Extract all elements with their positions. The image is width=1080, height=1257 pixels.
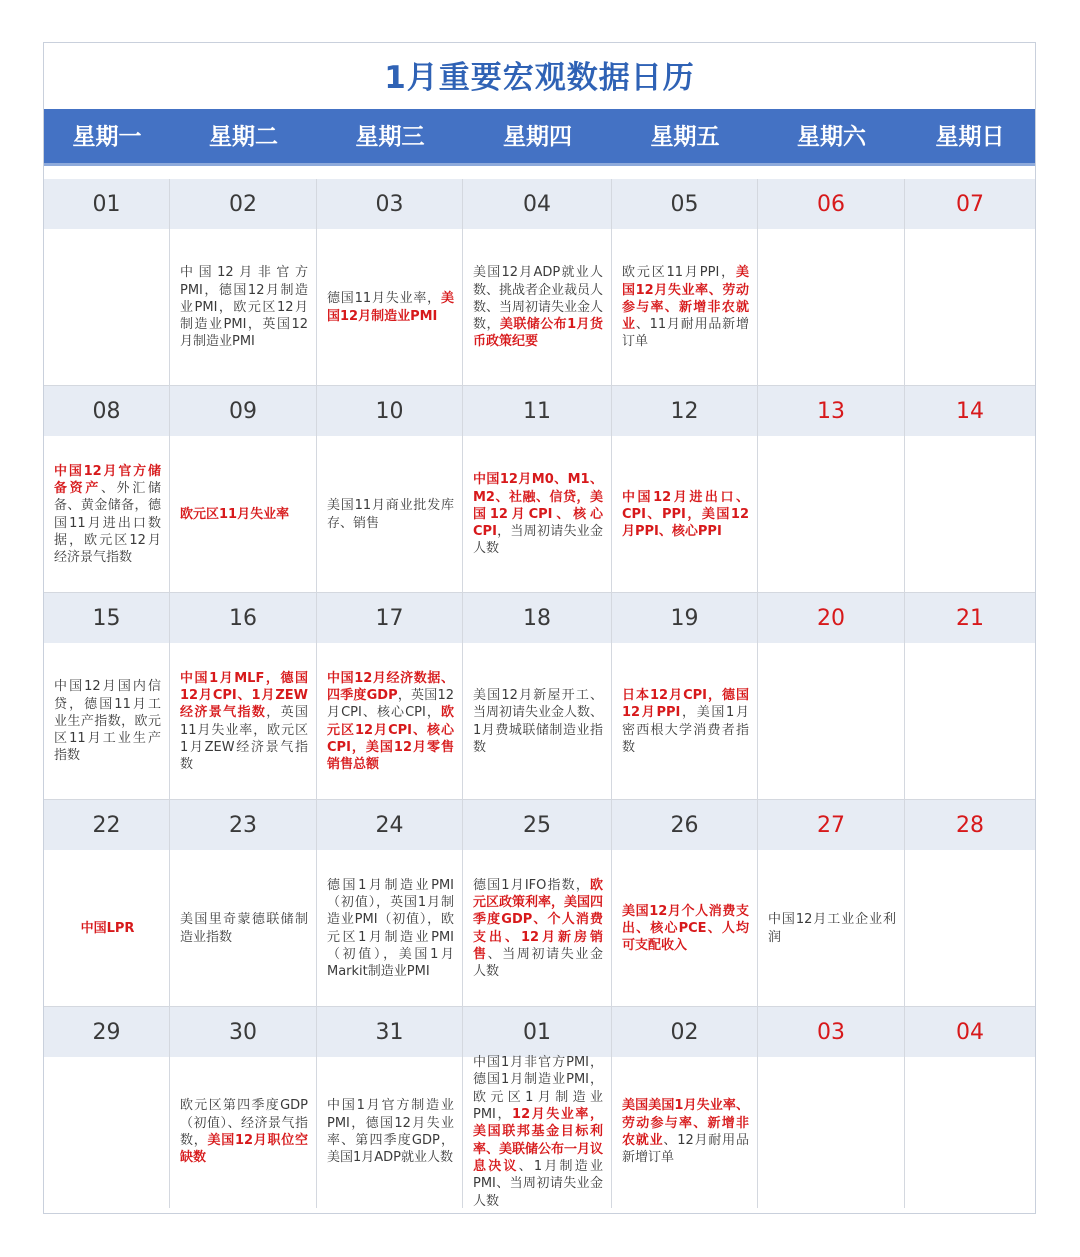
calendar-title: 1月重要宏观数据日历 — [384, 60, 695, 96]
event-item: ，美国1月密西根大学消费者指数 — [622, 705, 749, 755]
event-highlight: 美国12月制造业PMI — [327, 291, 454, 324]
day-events — [612, 436, 757, 593]
day-cell — [612, 386, 758, 592]
event-item: 德国1月制造业PMI（初值），英国1月制造业PMI（初值），欧元区1月制造业PMI（初值），美国1月Markit制造业PMI — [327, 877, 454, 980]
day-events — [170, 229, 316, 386]
day-number: 12 — [612, 386, 757, 436]
event-item: 中国1月官方制造业PMI，德国12月失业率、第四季度GDP，美国1月ADP就业人数 — [327, 1098, 454, 1166]
day-cell — [758, 179, 905, 385]
event-item: 美国里奇蒙德联储制造业指数 — [180, 912, 308, 945]
day-events — [758, 850, 904, 1007]
day-number: 23 — [170, 800, 316, 850]
day-number: 13 — [758, 386, 904, 436]
event-item: 中国12月国内信贷，德国11月工业生产指数，欧元区11月工业生产指数 — [54, 679, 161, 764]
day-number: 06 — [758, 179, 904, 229]
day-events — [317, 229, 462, 386]
event-item: 、11月耐用品新增订单 — [622, 317, 749, 350]
event-highlight: 欧元区12月CPI、核心CPI，美国12月零售销售总额 — [327, 705, 454, 773]
day-cell — [758, 593, 905, 799]
event-text — [473, 264, 603, 350]
event-item: 中国12月非官方PMI，德国12月制造业PMI，欧元区12月制造业PMI，英国12月制造业PMI — [180, 265, 308, 350]
day-cell — [905, 800, 1035, 1006]
day-events — [44, 1057, 169, 1207]
weekday-label: 星期五 — [650, 124, 720, 150]
event-text — [180, 1097, 308, 1166]
event-text — [768, 911, 896, 946]
event-text — [180, 911, 308, 946]
day-number: 03 — [317, 179, 462, 229]
event-item: 德国1月IFO指数， — [473, 877, 590, 893]
day-events — [612, 850, 757, 1007]
day-cell — [44, 1007, 170, 1208]
event-item: 、12月耐用品新增订单 — [622, 1133, 749, 1166]
event-highlight: 12月失业率，美国联邦基金目标利率、美联储公布一月议息决议 — [473, 1107, 604, 1174]
day-number: 08 — [44, 386, 169, 436]
weekday-divider — [44, 163, 1035, 166]
day-number: 21 — [905, 593, 1035, 643]
event-item: 、当周初请失业金人数 — [473, 946, 603, 980]
week-row — [44, 179, 1035, 386]
day-number: 19 — [612, 593, 757, 643]
day-events — [905, 643, 1035, 800]
day-number: 02 — [612, 1007, 757, 1057]
day-number: 14 — [905, 386, 1035, 436]
event-highlight: 中国12月进出口、CPI、PPI，美国12月PPI、核心PPI — [622, 489, 749, 540]
day-events — [905, 229, 1035, 386]
day-cell — [44, 179, 170, 385]
day-events — [170, 1057, 316, 1207]
day-cell — [170, 800, 317, 1006]
day-number: 03 — [758, 1007, 904, 1057]
day-number: 24 — [317, 800, 462, 850]
day-cell — [905, 179, 1035, 385]
day-events — [463, 229, 611, 386]
event-text — [473, 1054, 603, 1210]
event-text — [327, 1097, 454, 1166]
day-number: 15 — [44, 593, 169, 643]
day-cell — [463, 179, 612, 385]
event-text — [622, 264, 749, 350]
day-cell — [612, 179, 758, 385]
day-events — [463, 1057, 611, 1207]
event-text — [180, 670, 308, 774]
day-events — [463, 850, 611, 1007]
day-number: 31 — [317, 1007, 462, 1057]
day-events — [758, 643, 904, 800]
event-text — [473, 471, 603, 557]
day-cell — [44, 386, 170, 592]
day-cell — [170, 1007, 317, 1208]
day-number: 25 — [463, 800, 611, 850]
day-events — [905, 436, 1035, 593]
event-text — [180, 506, 308, 523]
day-cell — [317, 179, 463, 385]
event-text — [622, 1097, 749, 1166]
day-number: 28 — [905, 800, 1035, 850]
event-highlight: 中国12月M0、M1、M2、社融、信贷，美国12月CPI、核心CPI — [473, 472, 603, 540]
event-highlight: 欧元区政策利率，美国四季度GDP、个人消费支出、12月新房销售 — [473, 877, 604, 962]
event-text — [473, 687, 603, 756]
day-events — [317, 643, 462, 800]
day-events — [612, 643, 757, 800]
day-cell — [905, 386, 1035, 592]
event-highlight: 美联储公布1月货币政策纪要 — [473, 317, 603, 350]
day-cell — [463, 593, 612, 799]
day-events — [44, 850, 169, 1007]
day-cell — [317, 386, 463, 592]
day-cell — [463, 386, 612, 592]
weekday-label: 星期二 — [209, 124, 278, 150]
day-events — [317, 850, 462, 1007]
day-number: 09 — [170, 386, 316, 436]
day-number: 11 — [463, 386, 611, 436]
day-number: 26 — [612, 800, 757, 850]
day-cell — [317, 1007, 463, 1208]
day-cell — [758, 386, 905, 592]
week-row — [44, 1007, 1035, 1208]
event-text — [54, 463, 161, 567]
day-number: 10 — [317, 386, 462, 436]
day-number: 07 — [905, 179, 1035, 229]
event-text — [180, 264, 308, 350]
event-item: 、1月制造业PMI、当周初请失业金人数 — [473, 1158, 603, 1209]
day-cell — [905, 593, 1035, 799]
day-events — [44, 643, 169, 800]
weekday-label: 星期六 — [797, 124, 866, 150]
day-cell — [758, 1007, 905, 1208]
day-events — [905, 1057, 1035, 1207]
event-text — [622, 903, 749, 955]
day-number: 30 — [170, 1007, 316, 1057]
weekday-label: 星期四 — [503, 124, 572, 150]
event-highlight: 日本12月CPI，德国12月PPI — [622, 687, 749, 721]
day-events — [317, 436, 462, 593]
event-highlight: 中国LPR — [80, 920, 135, 936]
day-events — [463, 436, 611, 593]
day-cell — [44, 800, 170, 1006]
day-number: 04 — [905, 1007, 1035, 1057]
event-item: 美国12月新屋开工、当周初请失业金人数、1月费城联储制造业指数 — [473, 687, 604, 755]
day-events — [612, 1057, 757, 1207]
event-item: 欧元区第四季度GDP（初值）、经济景气指数， — [180, 1098, 308, 1148]
event-item: 中国1月非官方PMI，德国1月制造业PMI，欧元区1月制造业PMI， — [473, 1055, 603, 1123]
day-cell — [317, 800, 463, 1006]
day-number: 04 — [463, 179, 611, 229]
event-text — [327, 670, 454, 774]
day-number: 02 — [170, 179, 316, 229]
event-highlight: 美国12月职位空缺数 — [180, 1133, 308, 1166]
calendar-frame — [43, 42, 1036, 1214]
weekday-label: 星期日 — [935, 124, 1005, 150]
day-events — [905, 850, 1035, 1007]
day-events — [170, 436, 316, 593]
event-text — [54, 920, 161, 937]
day-number: 05 — [612, 179, 757, 229]
event-text — [327, 497, 454, 532]
weekday-header — [44, 109, 1035, 163]
event-highlight: 中国1月MLF，德国12月CPI、1月ZEW经济景气指数 — [180, 670, 308, 721]
day-number: 17 — [317, 593, 462, 643]
day-number: 20 — [758, 593, 904, 643]
event-text — [327, 877, 454, 981]
day-cell — [317, 593, 463, 799]
week-row — [44, 800, 1035, 1007]
event-item: 中国12月工业企业利润 — [768, 912, 896, 945]
event-highlight: 中国12月官方储备资产 — [54, 463, 161, 496]
day-cell — [612, 593, 758, 799]
event-highlight: 中国12月经济数据、四季度GDP — [327, 670, 454, 703]
day-number: 18 — [463, 593, 611, 643]
event-item: 欧元区11月PPI， — [622, 265, 736, 281]
calendar-grid — [44, 179, 1035, 1208]
event-item: 德国11月失业率， — [327, 291, 441, 307]
event-item: 美国12月ADP就业人数、挑战者企业裁员人数、当周初请失业金人数， — [473, 265, 604, 333]
day-events — [170, 643, 316, 800]
day-events — [44, 436, 169, 593]
event-item: ，英国12月CPI、核心CPI， — [327, 687, 454, 721]
day-cell — [170, 593, 317, 799]
event-item: 美国11月商业批发库存、销售 — [327, 498, 454, 531]
day-events — [44, 229, 169, 386]
day-cell — [612, 1007, 758, 1208]
day-events — [758, 436, 904, 593]
day-cell — [463, 1007, 612, 1208]
day-cell — [463, 800, 612, 1006]
day-events — [612, 229, 757, 386]
event-text — [622, 687, 749, 756]
event-text — [327, 290, 454, 325]
event-item: ，当周初请失业金人数 — [473, 524, 603, 557]
day-cell — [612, 800, 758, 1006]
event-highlight: 美国美国1月失业率、劳动参与率、新增非农就业 — [622, 1098, 749, 1148]
day-cell — [44, 593, 170, 799]
event-highlight: 美国12月个人消费支出、核心PCE、人均可支配收入 — [622, 903, 749, 954]
day-events — [170, 850, 316, 1007]
day-cell — [170, 179, 317, 385]
day-number: 01 — [44, 179, 169, 229]
day-events — [758, 1057, 904, 1207]
event-item: 、外汇储备、黄金储备，德国11月进出口数据，欧元区12月经济景气指数 — [54, 480, 161, 566]
event-text — [473, 877, 603, 981]
week-row — [44, 593, 1035, 800]
day-cell — [170, 386, 317, 592]
day-number: 22 — [44, 800, 169, 850]
event-highlight: 欧元区11月失业率 — [180, 506, 290, 522]
event-text — [54, 678, 161, 764]
day-number: 29 — [44, 1007, 169, 1057]
day-number: 16 — [170, 593, 316, 643]
weekday-label: 星期三 — [355, 124, 425, 150]
weekday-label: 星期一 — [72, 124, 142, 150]
day-cell — [758, 800, 905, 1006]
day-events — [317, 1057, 462, 1207]
day-events — [463, 643, 611, 800]
event-highlight: 美国12月失业率、劳动参与率、新增非农就业 — [622, 265, 749, 333]
event-text — [622, 489, 749, 541]
day-number: 27 — [758, 800, 904, 850]
day-events — [758, 229, 904, 386]
event-item: ，英国11月失业率，欧元区1月ZEW经济景气指数 — [180, 705, 308, 773]
day-number: 01 — [463, 1007, 611, 1057]
week-row — [44, 386, 1035, 593]
day-cell — [905, 1007, 1035, 1208]
